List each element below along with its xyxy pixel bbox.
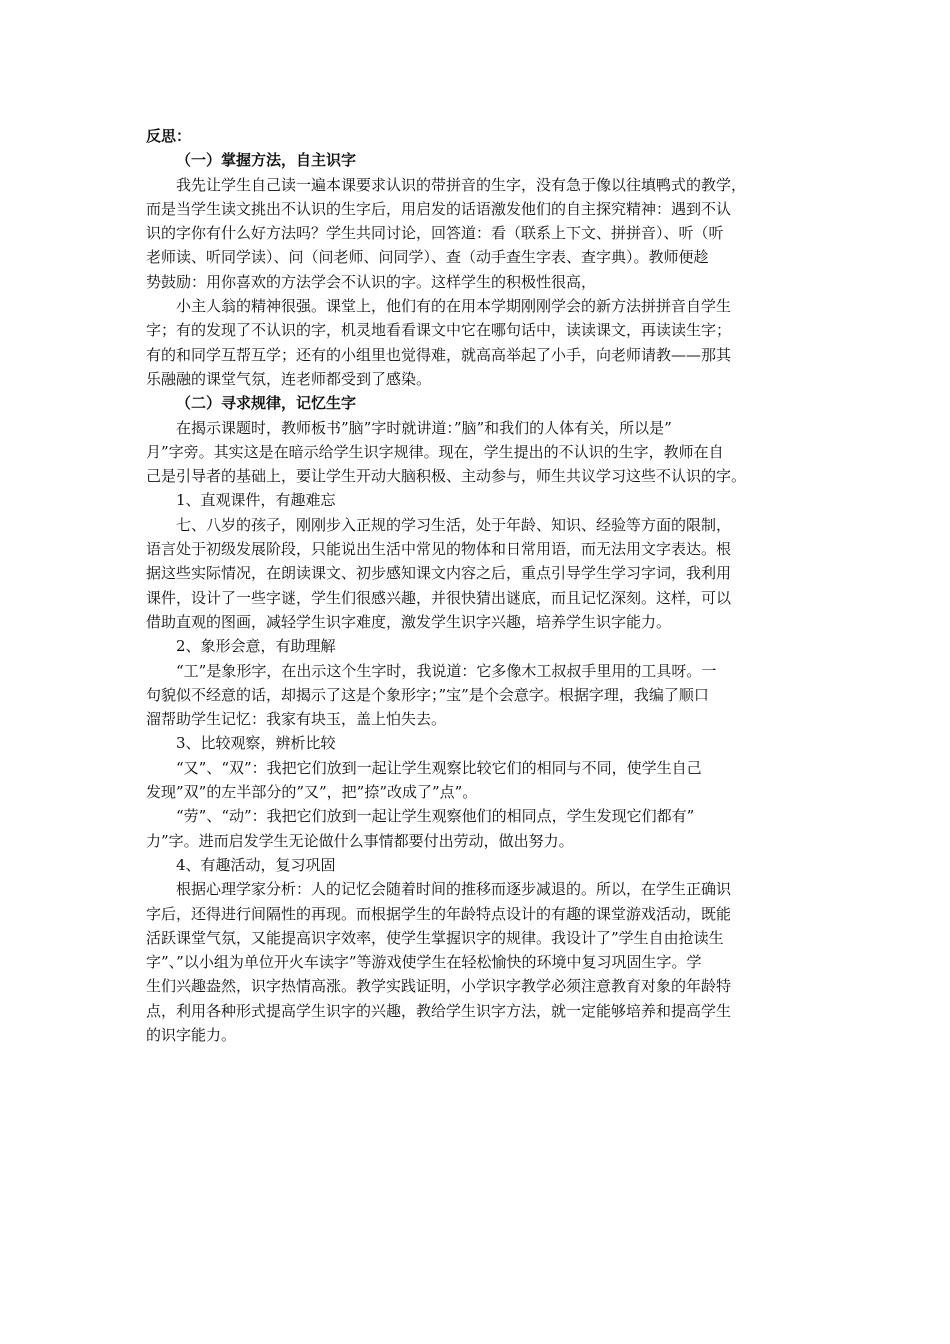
text-line: 生们兴趣盎然，识字热情高涨。教学实践证明，小学识字教学必须注意教育对象的年龄特 — [146, 977, 732, 996]
text-line: 我先让学生自己读一遍本课要求认识的带拼音的生字，没有急于像以往填鸭式的教学， — [176, 175, 747, 194]
text-line: 语言处于初级发展阶段，只能说出生活中常见的物体和日常用语，而无法用文字表达。根 — [146, 540, 732, 559]
text-line: 2、象形会意，有助理解 — [176, 637, 336, 656]
text-line: 月”字旁。其实这是在暗示给学生识字规律。现在，学生提出的不认识的生字，教师在自 — [146, 442, 724, 461]
text-line: 己是引导者的基础上，要让学生开动大脑积极、主动参与，师生共议学习这些不认识的字。 — [146, 467, 747, 486]
text-line: 1、直观课件，有趣难忘 — [176, 491, 336, 510]
text-line: 4、有趣活动，复习巩固 — [176, 855, 336, 874]
text-line: 识的字你有什么好方法吗？学生共同讨论，回答道：看（联系上下文、拼拼音）、听（听 — [146, 224, 724, 243]
text-line: “劳”、“动”：我把它们放到一起让学生观察他们的相同点，学生发现它们都有” — [176, 807, 695, 826]
text-line: 3、比较观察，辨析比较 — [176, 734, 336, 753]
text-line: 乐融融的课堂气氛，连老师都受到了感染。 — [146, 369, 432, 388]
document-title: 反思： — [146, 127, 192, 145]
document-lines — [146, 148, 812, 1047]
text-line: 有的和同学互帮互学；还有的小组里也觉得难，就高高举起了小手，向老师请教——那其 — [146, 345, 732, 364]
text-line: 活跃课堂气氛，又能提高识字效率，使学生掌握识字的规律。我设计了”学生自由抢读生 — [146, 928, 724, 947]
section-heading: （一）掌握方法，自主识字 — [176, 151, 357, 170]
text-line: 溜帮助学生记忆：我家有块玉，盖上怕失去。 — [146, 710, 447, 729]
text-line: 七、八岁的孩子，刚刚步入正规的学习生活，处于年龄、知识、经验等方面的限制， — [176, 515, 732, 534]
text-line: 点，利用各种形式提高学生识字的兴趣，教给学生识字方法，就一定能够培养和提高学生 — [146, 1001, 732, 1020]
text-line: 字；有的发现了不认识的字，机灵地看看课文中它在哪句话中，读读课文，再读读生字； — [146, 321, 732, 340]
text-line: “又”、“双”：我把它们放到一起让学生观察比较它们的相同与不同，使学生自己 — [176, 758, 702, 777]
document-body — [146, 124, 812, 1047]
text-line: 借助直观的图画，减轻学生识字难度，激发学生识字兴趣，培养学生识字能力。 — [146, 612, 672, 631]
text-line: 根据心理学家分析：人的记忆会随着时间的推移而逐步减退的。所以，在学生正确识 — [176, 880, 732, 899]
text-line: 势鼓励：用你喜欢的方法学会不认识的字。这样学生的积极性很高， — [146, 272, 597, 291]
section-heading: （二）寻求规律，记忆生字 — [176, 394, 357, 413]
text-line: 的识字能力。 — [146, 1025, 237, 1044]
text-line: 力”字。进而启发学生无论做什么事情都要付出劳动，做出努力。 — [146, 831, 574, 850]
text-line: 发现”双”的左半部分的”又”，把”捺”改成了”点”。 — [146, 783, 478, 802]
text-line: 小主人翁的精神很强。课堂上，他们有的在用本学期刚刚学会的新方法拼拼音自学生 — [176, 297, 732, 316]
text-line: 字”、”以小组为单位开火车读字”等游戏使学生在轻松愉快的环境中复习巩固生字。学 — [146, 953, 702, 972]
text-line: 据这些实际情况，在朗读课文、初步感知课文内容之后，重点引导学生学习字词，我利用 — [146, 564, 732, 583]
text-line: 课件，设计了一些字谜，学生们很感兴趣，并很快猜出谜底，而且记忆深刻。这样，可以 — [146, 588, 732, 607]
text-line: 老师读、听同学读）、问（问老师、问同学）、查（动手查生字表、查字典）。教师便趁 — [146, 248, 709, 267]
text-line: 而是当学生读文挑出不认识的生字后，用启发的话语激发他们的自主探究精神：遇到不认 — [146, 199, 732, 218]
text-line: “工”是象形字，在出示这个生字时，我说道：它多像木工叔叔手里用的工具呀。一 — [176, 661, 717, 680]
text-line: 句貌似不经意的话，却揭示了这是个象形字；”宝”是个会意字。根据字理，我编了顺口 — [146, 685, 709, 704]
text-line: 在揭示课题时，教师板书”脑”字时就讲道：”脑”和我们的人体有关，所以是” — [176, 418, 672, 437]
text-line: 字后，还得进行间隔性的再现。而根据学生的年龄特点设计的有趣的课堂游戏活动，既能 — [146, 904, 732, 923]
